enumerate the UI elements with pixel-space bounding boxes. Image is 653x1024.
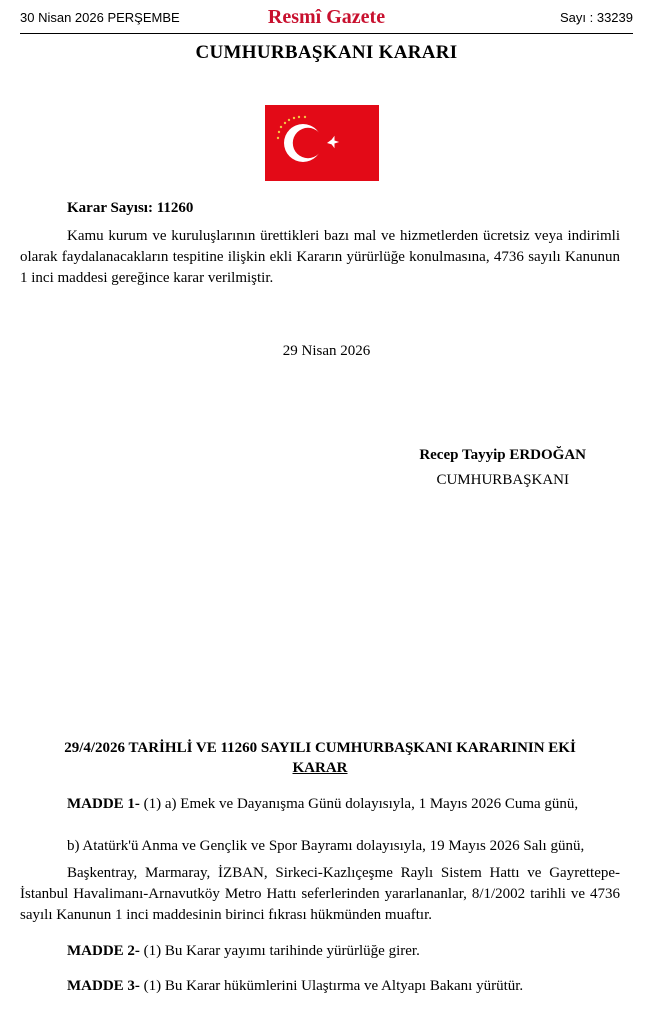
article-label: MADDE 3- [67,978,140,994]
gazette-name: Resmî Gazete [267,6,386,28]
issue-number: Sayı : 33239 [560,10,633,25]
annex-title [20,738,620,778]
article-label: MADDE 2- [67,943,140,959]
article-text: (1) a) Emek ve Dayanışma Günü dolayısıyla, 1 Mayıs 2026 Cuma günü, [139,796,579,812]
gazette-header [20,6,633,36]
article-1 [20,794,620,815]
article-3 [20,976,620,997]
article-text: (1) Bu Karar hükümlerini Ulaştırma ve Altyapı Bakanı yürütür. [139,978,524,994]
document-title: CUMHURBAŞKANI KARARI [195,42,458,63]
decision-number: Karar Sayısı: 11260 [67,200,194,216]
article-1-exemption: Başkentray, Marmaray, İZBAN, Sirkeci-Kazlıçeşme Raylı Sistem Hattı ve Gayrettepe-İstanbul Havalimanı-Arnavutköy Metro Hattı seferlerinden yararlananlar, 8/1/2002 tarihli ve 4736 sayılı Kanunun 1 inci maddesinin birinci fıkrası hükmünden muaftır. [20,865,620,923]
article-label: MADDE 1- [67,796,140,812]
publication-date: 30 Nisan 2026 PERŞEMBE [20,10,180,25]
decision-date: 29 Nisan 2026 [282,343,371,359]
turkish-flag-icon [265,105,379,181]
signatory-title: CUMHURBAŞKANI [436,472,569,488]
annex-title-line2: KARAR [292,760,348,776]
annex-title-line1: 29/4/2026 TARİHLİ VE 11260 SAYILI CUMHURBAŞKANI KARARININ EKİ [64,740,576,756]
decision-body: Kamu kurum ve kuruluşlarının ürettikleri bazı mal ve hizmetlerden ücretsiz veya indirimli olarak faydalanacakların tespitine ilişkin ekli Kararın yürürlüğe konulmasına, 4736 sayılı Kanunun 1 inci maddesi gereğince karar verilmiştir. [20,228,620,286]
header-rule [20,33,633,34]
article-2 [20,941,620,962]
signatory-name: Recep Tayyip ERDOĞAN [419,447,586,463]
article-1-item-b: b) Atatürk'ü Anma ve Gençlik ve Spor Bayramı dolayısıyla, 19 Mayıs 2026 Salı günü, [67,838,585,854]
article-text: (1) Bu Karar yayımı tarihinde yürürlüğe girer. [139,943,420,959]
